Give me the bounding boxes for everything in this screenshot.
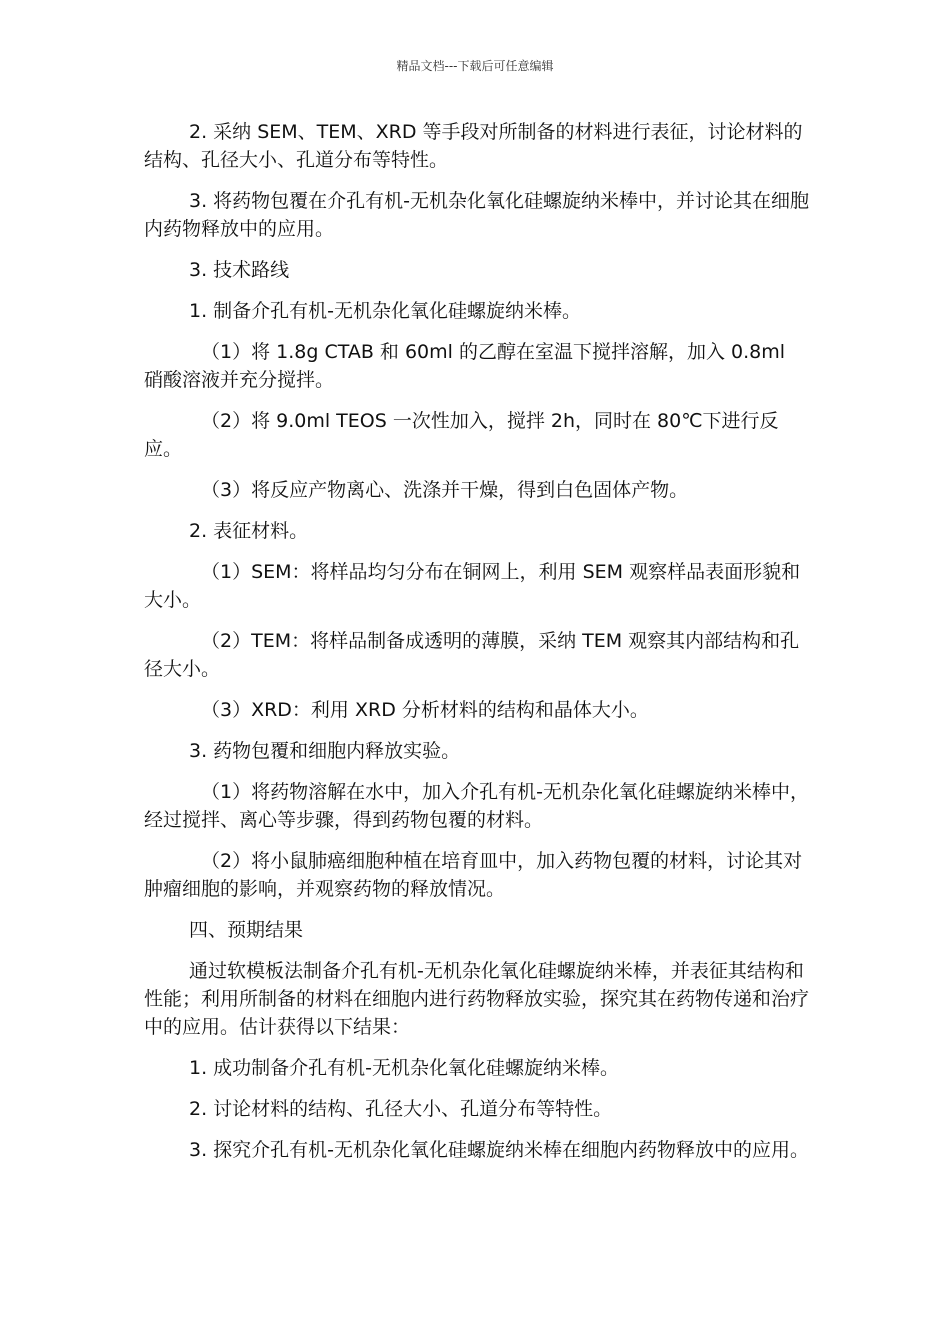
paragraph: 1. 成功制备介孔有机-无机杂化氧化硅螺旋纳米棒。: [189, 1057, 620, 1079]
paragraph: 2. 讨论材料的结构、孔径大小、孔道分布等特性。: [189, 1098, 613, 1120]
paragraph: （2）将 9.0ml TEOS 一次性加入，搅拌 2h，同时在 80℃下进行反应。: [144, 410, 779, 460]
paragraph: 3. 技术路线: [189, 259, 290, 281]
paragraph: 3. 药物包覆和细胞内释放实验。: [189, 740, 461, 762]
paragraph: 四、预期结果: [189, 919, 304, 941]
paragraph: （3）将反应产物离心、洗涤并干燥，得到白色固体产物。: [201, 479, 689, 501]
paragraph: 3. 探究介孔有机-无机杂化氧化硅螺旋纳米棒在细胞内药物释放中的应用。: [189, 1139, 810, 1161]
paragraph: （2）将小鼠肺癌细胞种植在培育皿中，加入药物包覆的材料，讨论其对肿瘤细胞的影响，并观察药物的释放情况。: [144, 850, 803, 900]
paragraph: 通过软模板法制备介孔有机-无机杂化氧化硅螺旋纳米棒，并表征其结构和性能；利用所制备的材料在细胞内进行药物释放实验，探究其在药物传递和治疗中的应用。估计获得以下结果：: [144, 960, 810, 1038]
document-body: [144, 118, 810, 1177]
paragraph: （2）TEM：将样品制备成透明的薄膜，采纳 TEM 观察其内部结构和孔径大小。: [144, 630, 800, 680]
paragraph: （1）将药物溶解在水中，加入介孔有机-无机杂化氧化硅螺旋纳米棒中，经过搅拌、离心等步骤，得到药物包覆的材料。: [144, 781, 809, 831]
paragraph: （1）SEM：将样品均匀分布在铜网上，利用 SEM 观察样品表面形貌和大小。: [144, 561, 801, 611]
paragraph: （1）将 1.8g CTAB 和 60ml 的乙醇在室温下搅拌溶解，加入 0.8ml 硝酸溶液并充分搅拌。: [144, 341, 786, 391]
page-header: 精品文档---下载后可任意编辑: [396, 59, 554, 73]
paragraph: 1. 制备介孔有机-无机杂化氧化硅螺旋纳米棒。: [189, 300, 582, 322]
paragraph: 3. 将药物包覆在介孔有机-无机杂化氧化硅螺旋纳米棒中，并讨论其在细胞内药物释放中的应用。: [144, 190, 810, 240]
paragraph: 2. 表征材料。: [189, 520, 309, 542]
paragraph: （3）XRD：利用 XRD 分析材料的结构和晶体大小。: [201, 699, 649, 721]
paragraph: 2. 采纳 SEM、TEM、XRD 等手段对所制备的材料进行表征，讨论材料的结构、孔径大小、孔道分布等特性。: [144, 121, 803, 171]
